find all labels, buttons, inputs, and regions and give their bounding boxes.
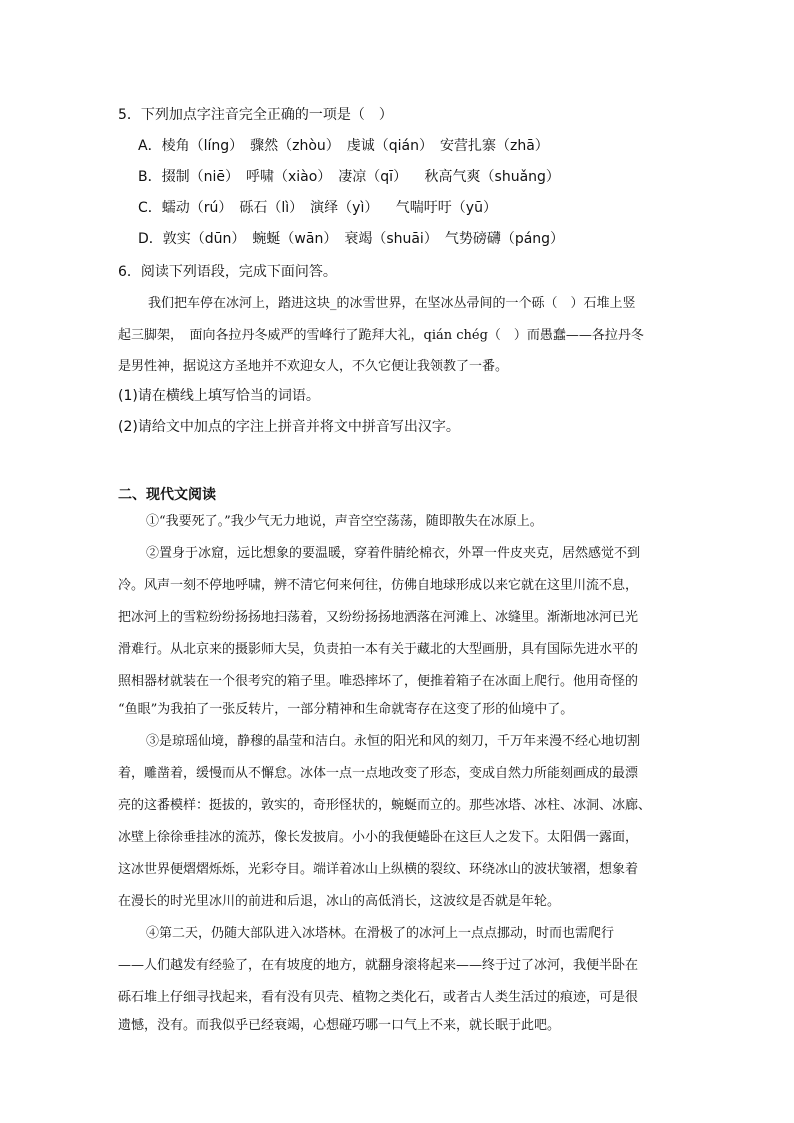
article-line: 亮的这番模样：挺拔的，敦实的，奇形怪状的，蜿蜒而立的。那些冰塔、冰柱、冰洞、冰廊、 — [118, 798, 652, 813]
section-heading: 二、现代文阅读 — [118, 487, 216, 503]
article-line: “鱼眼”为我拍了一张反转片，一部分精神和生命就寄存在这变了形的仙境中了。 — [118, 702, 574, 717]
question-5-title: 5．下列加点字注音完全正确的一项是（ ） — [118, 107, 393, 123]
article-line: ——人们越发有经验了，在有坡度的地方，就翻身滚将起来——终于过了冰河，我便半卧在 — [118, 958, 639, 973]
q6-passage-line: 是男性神，据说这方圣地并不欢迎女人，不久它便让我领教了一番。 — [118, 359, 509, 374]
article-line: 冰壁上徐徐垂挂冰的流苏，像长发披肩。小小的我便蜷卧在这巨人之发下。太阳偶一露面， — [118, 830, 639, 845]
article-line: 着，雕凿着，缓慢而从不懈怠。冰体一点一点地改变了形态，变成自然力所能刻画成的最漂 — [118, 766, 639, 781]
article-line: ④第二天，仍随大部队进入冰塔林。在滑极了的冰河上一点点挪动，时而也需爬行 — [146, 926, 615, 941]
article-line: 照相器材就装在一个很考究的箱子里。唯恐摔坏了，便推着箱子在冰面上爬行。他用奇怪的 — [118, 674, 639, 689]
article-line: 冷。风声一刻不停地呼啸，辨不清它何来何往，仿佛自地球形成以来它就在这里川流不息， — [118, 578, 639, 593]
question-5-option-c: C．蠕动（rú） 砾石（lì） 演绎（yì） 气喘吁吁（yū） — [138, 200, 497, 216]
article-line: ③是琼瑶仙境，静穆的晶莹和洁白。永恒的阳光和风的刻刀，千万年来漫不经心地切割 — [146, 734, 641, 749]
article-line: 遗憾，没有。而我似乎已经衰竭，心想碰巧哪一口气上不来，就长眠于此吧。 — [118, 1018, 561, 1033]
q6-sub-question-2: (2)请给文中加点的字注上拼音并将文中拼音写出汉字。 — [118, 419, 460, 435]
article-line: 把冰河上的雪粒纷纷扬扬地扫荡着，又纷纷扬扬地洒落在河滩上、冰缝里。渐渐地冰河已光 — [118, 610, 639, 625]
question-5-option-b: B．掇制（niē） 呼啸（xiào） 凄凉（qī） 秋高气爽（shuǎng） — [138, 169, 560, 185]
q6-passage-line: 我们把车停在冰河上，踏进这块_的冰雪世界，在坚冰丛帚间的一个砾（ ）石堆上竖 — [148, 296, 636, 311]
question-6-title: 6．阅读下列语段，完成下面问答。 — [118, 264, 337, 280]
article-line: 砾石堆上仔细寻找起来，看有没有贝壳、植物之类化石，或者古人类生活过的痕迹，可是很 — [118, 990, 639, 1005]
q6-sub-question-1: (1)请在横线上填写恰当的词语。 — [118, 388, 320, 404]
q6-passage-line: 起三脚架， 面向各拉丹冬威严的雪峰行了跪拜大礼，qián chég（ ）而愚蠢——各拉丹冬 — [118, 328, 644, 343]
article-line: 滑难行。从北京来的摄影师大吴，负责拍一本有关于藏北的大型画册，具有国际先进水平的 — [118, 642, 639, 657]
article-paragraph-1: ①“我要死了。”我少气无力地说，声音空空荡荡，随即散失在冰原上。 — [146, 514, 543, 529]
question-5-option-a: A．棱角（líng） 骤然（zhòu） 虔诚（qián） 安营扎寨（zhā） — [138, 138, 549, 154]
question-5-option-d: D．敦实（dūn） 蜿蜒（wān） 衰竭（shuāi） 气势磅礴（páng） — [138, 231, 565, 247]
article-line: 在漫长的时光里冰川的前进和后退，冰山的高低消长，这波纹是否就是年轮。 — [118, 894, 561, 909]
article-line: 这冰世界便熠熠烁烁，光彩夺目。端详着冰山上纵横的裂纹、环绕冰山的波状皱褶，想象着 — [118, 862, 639, 877]
article-line: ②置身于冰窟，远比想象的要温暖，穿着件腈纶棉衣，外罩一件皮夹克，居然感觉不到 — [146, 546, 641, 561]
